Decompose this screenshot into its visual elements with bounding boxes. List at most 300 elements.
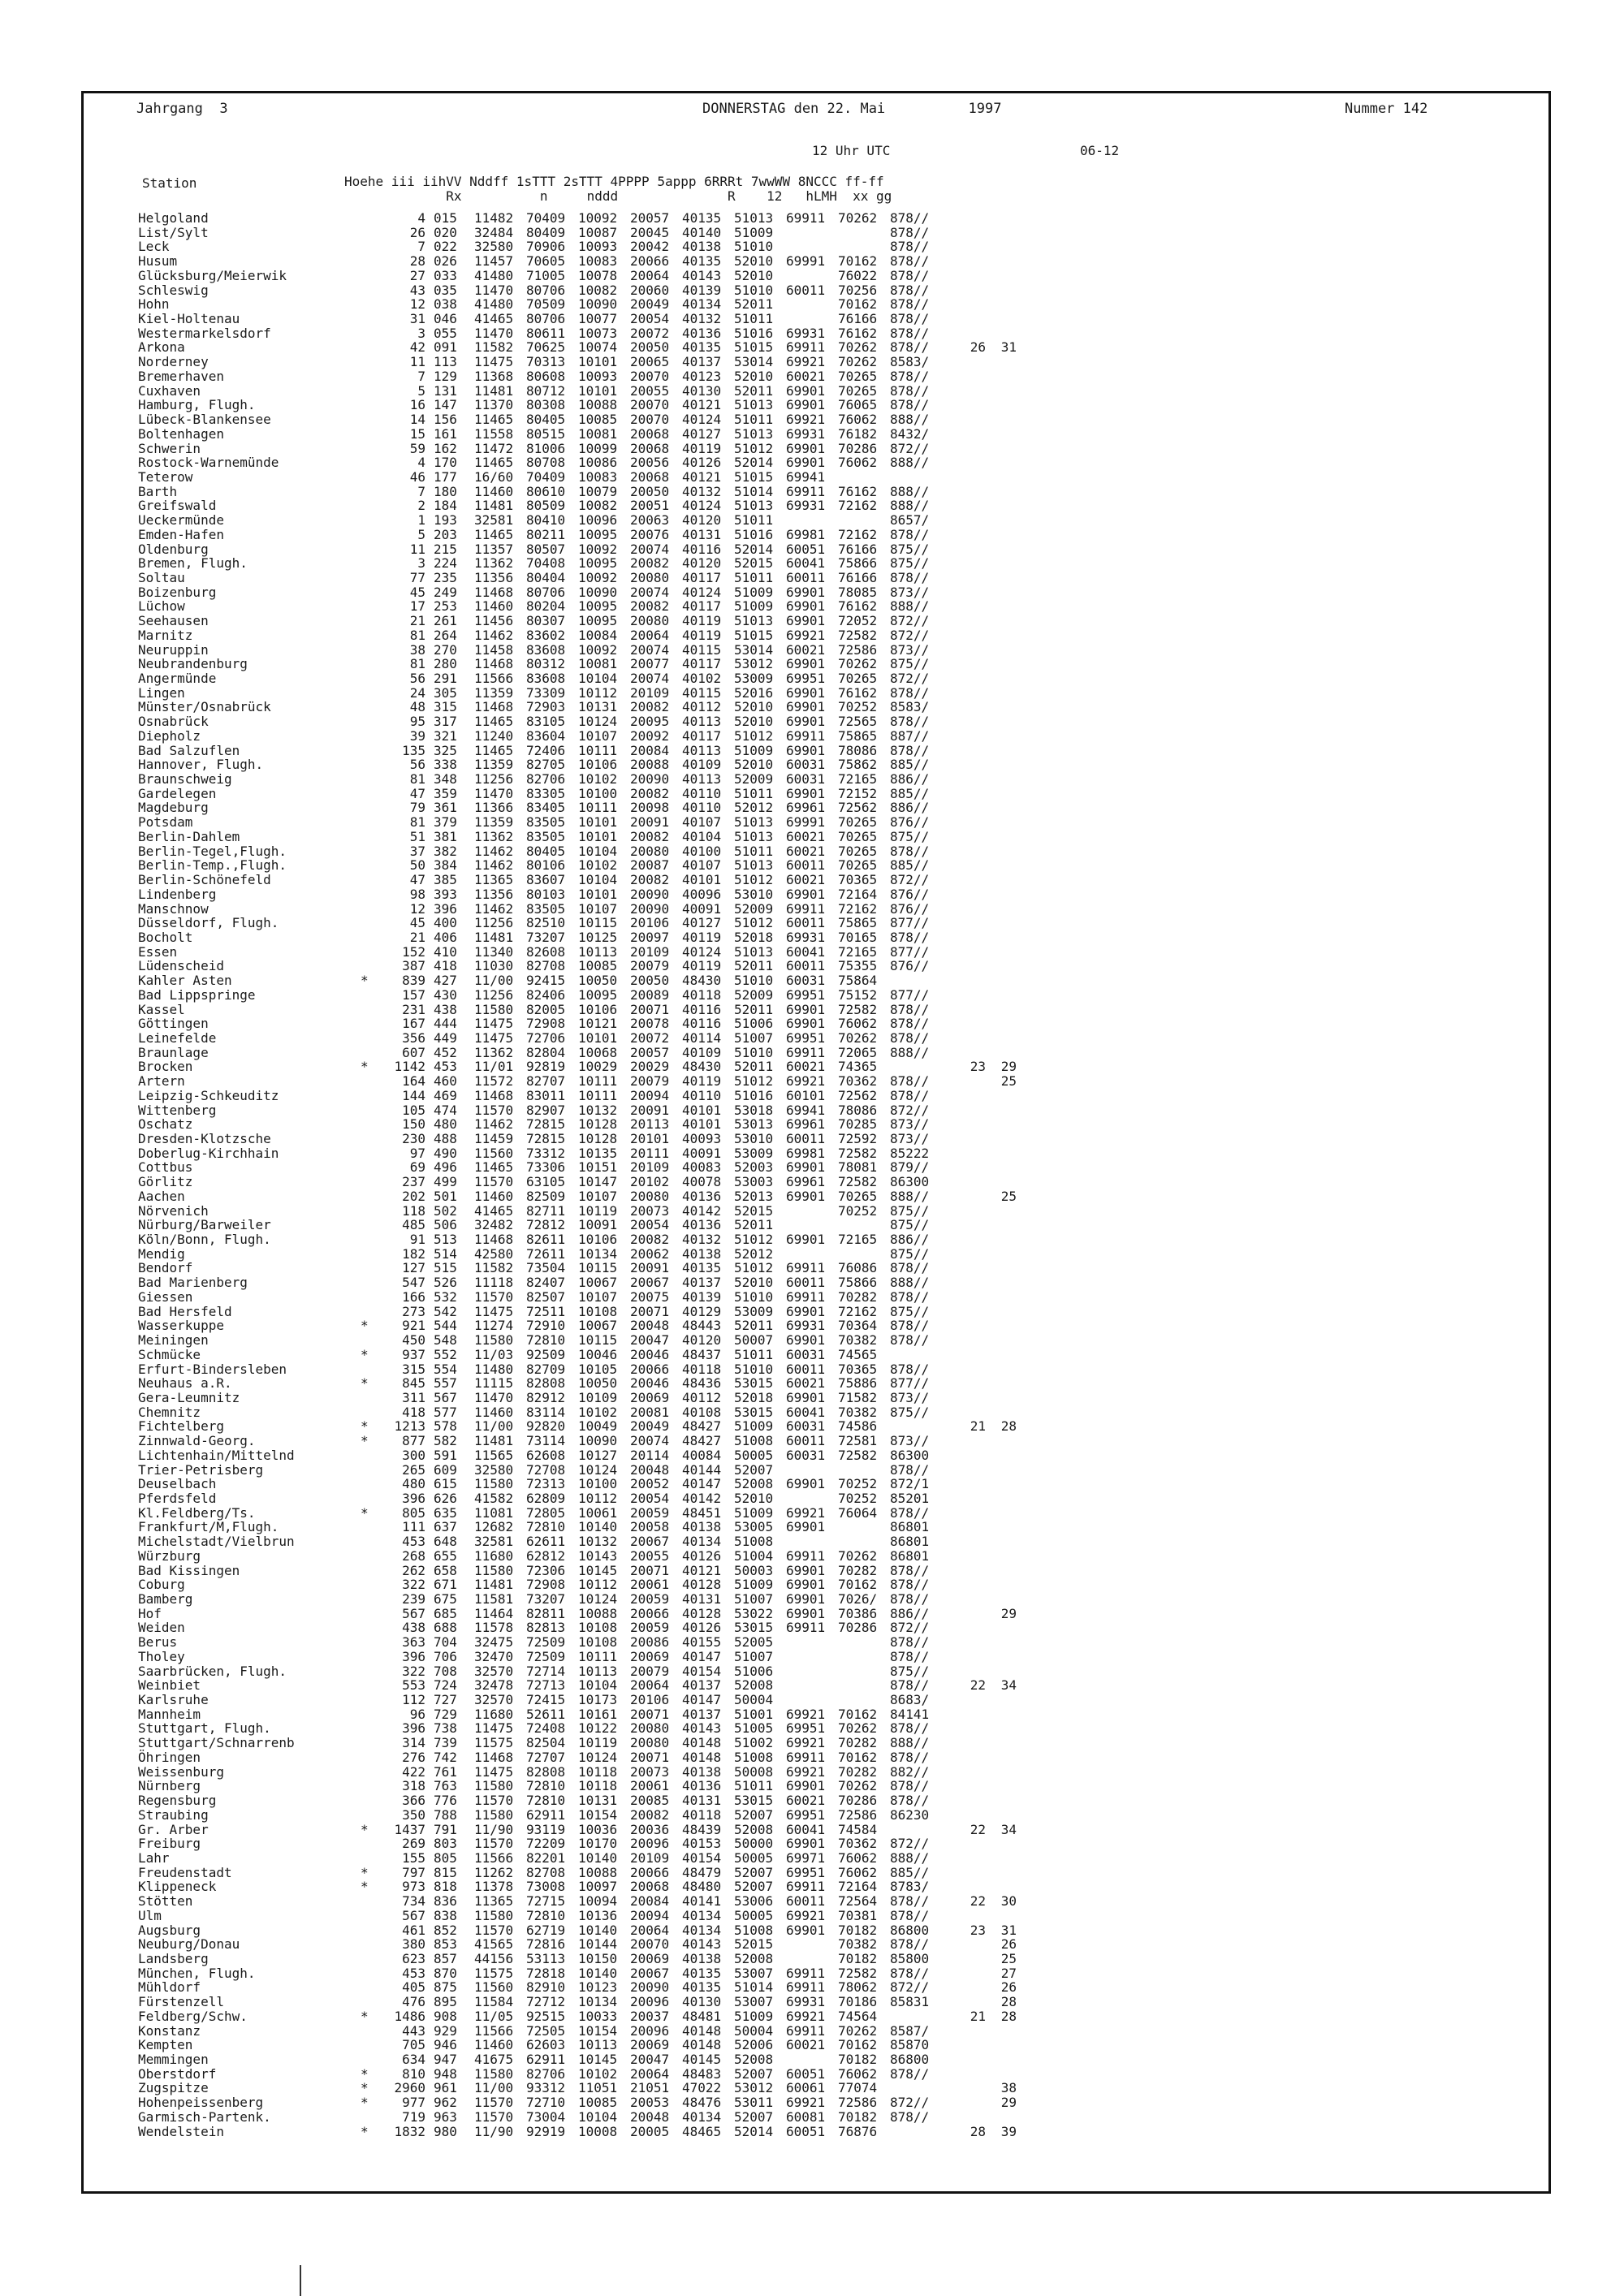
group-4pppp: 40119 (682, 1073, 722, 1090)
station-index: 655 (434, 1547, 457, 1564)
station-index: 444 (434, 1016, 457, 1032)
group-7wwww: 78081 (838, 1159, 878, 1176)
group-iihvv: 11274 (474, 1318, 514, 1334)
group-4pppp: 40112 (682, 1389, 722, 1405)
station-name: Oldenburg (138, 541, 209, 557)
station-index: 469 (434, 1087, 457, 1103)
spacer (466, 1823, 474, 1837)
group-7wwww: 70382 (838, 1936, 878, 1953)
station-name: Cottbus (138, 1159, 193, 1176)
station-name: Hamburg, Flugh. (138, 397, 256, 413)
group-nddff: 82912 (526, 1389, 566, 1405)
spacer (466, 643, 474, 658)
station-index: 113 (434, 354, 457, 370)
height: 380 (402, 1936, 425, 1953)
station-index: 249 (434, 584, 457, 600)
group-nddff: 83405 (526, 800, 566, 816)
station-name: Bendorf (138, 1260, 193, 1276)
group-7wwww (838, 1678, 890, 1693)
group-1sttt: 10140 (578, 1965, 618, 1981)
group-7wwww: 72164 (838, 886, 878, 902)
table-row (138, 1520, 1017, 1534)
spacer (425, 542, 434, 557)
table-row (138, 1664, 1017, 1679)
group-1sttt: 10074 (578, 339, 618, 356)
group-1sttt: 10093 (578, 239, 618, 255)
wind-gg (986, 254, 1017, 269)
group-5appp: 52010 (734, 757, 774, 773)
height: 797 (402, 1864, 425, 1880)
spacer (425, 1261, 434, 1275)
wind-gg (986, 398, 1017, 412)
group-7wwww: 76182 (838, 425, 878, 442)
spacer (425, 2067, 434, 2082)
spacer (466, 973, 474, 988)
group-1sttt: 10088 (578, 1864, 618, 1880)
group-1sttt: 10122 (578, 1720, 618, 1737)
station-name: Bad Lippspringe (138, 986, 256, 1003)
height: 356 (402, 1029, 425, 1046)
station-index: 946 (434, 2037, 457, 2053)
table-row (138, 772, 1017, 787)
station-name: Fichtelberg (138, 1418, 224, 1435)
group-8nccc: 878// (890, 1648, 930, 1664)
group-4pppp: 40120 (682, 555, 722, 572)
station-name: Bamberg (138, 1591, 193, 1607)
group-iihvv: 32482 (474, 1217, 514, 1233)
mountain-marker (361, 355, 377, 369)
group-8nccc: 878// (890, 397, 930, 413)
spacer (466, 226, 474, 240)
wind-ff-xx (942, 1491, 986, 1506)
group-6rrrt: 60051 (786, 2065, 826, 2082)
spacer (466, 1621, 474, 1635)
table-row (138, 1851, 1017, 1866)
group-1sttt: 10036 (578, 1821, 618, 1837)
group-6rrrt: 69901 (786, 1562, 826, 1578)
spacer (466, 528, 474, 542)
wind-gg (986, 1592, 1017, 1607)
height: 810 (402, 2065, 425, 2082)
group-7wwww: 70162 (838, 1577, 878, 1593)
station-index: 253 (434, 598, 457, 615)
wind-gg: 26 (1000, 1936, 1017, 1953)
group-7wwww (838, 226, 890, 240)
group-1sttt: 10151 (578, 1159, 618, 1176)
header-number: Nummer 142 (1345, 101, 1428, 117)
group-nddff: 73004 (526, 2108, 566, 2125)
station-index: 038 (434, 296, 457, 313)
group-5appp: 51010 (734, 1044, 774, 1060)
wind-gg (986, 1534, 1017, 1549)
group-6rrrt: 60021 (786, 872, 826, 888)
group-1sttt: 10136 (578, 1907, 618, 1923)
group-2sttt: 20068 (630, 468, 670, 485)
group-4pppp: 48439 (682, 1821, 722, 1837)
height: 42 (409, 339, 425, 356)
group-7wwww: 72165 (838, 943, 878, 960)
station-name: Ulm (138, 1907, 162, 1923)
group-8nccc: 878// (890, 1907, 930, 1923)
height: 97 (409, 1145, 425, 1161)
height: 81 (409, 656, 425, 672)
group-nddff: 92820 (526, 1418, 566, 1435)
mountain-marker (361, 1664, 377, 1679)
mountain-marker (361, 1564, 377, 1578)
group-5appp: 52009 (734, 900, 774, 917)
station-index: 131 (434, 382, 457, 399)
spacer (466, 2125, 474, 2139)
group-nddff: 82509 (526, 1188, 566, 1204)
group-7wwww: 72162 (838, 1303, 878, 1319)
group-8nccc: 878// (890, 1793, 930, 1809)
group-iihvv: 11462 (474, 1116, 514, 1133)
group-6rrrt: 60021 (786, 2037, 826, 2053)
group-nddff: 92509 (526, 1346, 566, 1362)
height: 3 (417, 555, 425, 572)
spacer (466, 1463, 474, 1478)
group-8nccc: 8783/ (890, 1879, 930, 1895)
height: 96 (409, 1706, 425, 1722)
table-row (138, 1275, 1017, 1290)
spacer (466, 412, 474, 427)
group-5appp: 52010 (734, 714, 774, 730)
group-4pppp: 40101 (682, 1102, 722, 1118)
spacer (466, 1189, 474, 1204)
group-5appp: 50007 (734, 1332, 774, 1349)
group-4pppp: 40118 (682, 1806, 722, 1823)
group-1sttt: 10145 (578, 2052, 618, 2067)
wind-ff-xx (942, 455, 986, 470)
group-1sttt: 10107 (578, 727, 618, 744)
wind-ff-xx (942, 1362, 986, 1377)
group-5appp: 51011 (734, 512, 774, 529)
group-7wwww: 76162 (838, 483, 878, 499)
group-nddff: 80611 (526, 325, 566, 341)
group-4pppp: 40101 (682, 872, 722, 888)
table-row (138, 1103, 1017, 1118)
table-row (138, 326, 1017, 341)
table-row (138, 442, 1017, 456)
station-index: 418 (434, 958, 457, 974)
station-name: Marnitz (138, 627, 193, 643)
group-4pppp: 40118 (682, 986, 722, 1003)
height: 16 (409, 397, 425, 413)
table-row (138, 355, 1017, 369)
spacer (466, 1318, 474, 1333)
table-row (138, 1290, 1017, 1305)
spacer (425, 858, 434, 873)
height: 111 (402, 1519, 425, 1535)
group-5appp: 51009 (734, 598, 774, 615)
mountain-marker (361, 384, 377, 399)
height: 387 (402, 958, 425, 974)
wind-gg (986, 1765, 1017, 1780)
spacer (425, 1966, 434, 1981)
group-nddff: 83305 (526, 785, 566, 801)
group-6rrrt: 69901 (786, 1188, 826, 1204)
group-8nccc: 888// (890, 1849, 930, 1866)
group-iihvv: 11580 (474, 1001, 514, 1017)
wind-ff-xx (942, 513, 986, 528)
height: 877 (402, 1433, 425, 1449)
group-7wwww: 70182 (838, 2108, 878, 2125)
station-index: 291 (434, 671, 457, 686)
wind-gg: 28 (1000, 2008, 1017, 2024)
wind-ff-xx (942, 744, 986, 758)
station-name: Wendelstein (138, 2123, 224, 2139)
group-nddff: 83114 (526, 1404, 566, 1420)
group-2sttt: 20085 (630, 1793, 670, 1809)
height: 59 (409, 440, 425, 456)
group-iihvv: 11580 (474, 1778, 514, 1794)
group-7wwww: 76062 (838, 1864, 878, 1880)
height: 7 (417, 483, 425, 499)
height: 318 (402, 1778, 425, 1794)
group-1sttt: 10087 (578, 224, 618, 240)
mountain-marker (361, 1477, 377, 1491)
group-6rrrt: 69951 (786, 1864, 826, 1880)
group-1sttt: 10101 (578, 886, 618, 902)
height: 322 (402, 1663, 425, 1679)
station-table (138, 211, 1017, 2138)
group-1sttt: 10101 (578, 354, 618, 370)
station-name: Gera-Leumnitz (138, 1389, 240, 1405)
group-5appp: 51012 (734, 872, 774, 888)
mountain-marker: * (361, 1821, 369, 1837)
group-2sttt: 20089 (630, 986, 670, 1003)
wind-gg: 34 (1000, 1821, 1017, 1837)
table-row (138, 412, 1017, 427)
group-7wwww: 70262 (838, 1720, 878, 1737)
group-7wwww: 74564 (838, 2008, 878, 2024)
group-7wwww: 70262 (838, 1778, 878, 1794)
spacer (466, 714, 474, 729)
spacer (425, 384, 434, 399)
station-index: 147 (434, 397, 457, 413)
mountain-marker (361, 1707, 377, 1722)
station-index: 046 (434, 311, 457, 327)
station-name: Hof (138, 1605, 162, 1621)
spacer (466, 297, 474, 312)
group-nddff: 82804 (526, 1044, 566, 1060)
group-7wwww: 70256 (838, 282, 878, 298)
group-nddff: 82707 (526, 1073, 566, 1090)
station-index: 724 (434, 1677, 457, 1694)
spacer (466, 2052, 474, 2067)
mountain-marker (361, 340, 377, 355)
group-8nccc (890, 2081, 942, 2095)
station-index: 948 (434, 2065, 457, 2082)
table-row (138, 2038, 1017, 2052)
wind-gg: 25 (1000, 1188, 1017, 1204)
group-7wwww: 76166 (838, 311, 878, 327)
spacer (425, 916, 434, 930)
station-name: Essen (138, 943, 178, 960)
station-index: 026 (434, 253, 457, 270)
mountain-marker (361, 1779, 377, 1793)
group-1sttt: 10096 (578, 512, 618, 529)
station-index: 396 (434, 900, 457, 917)
spacer (466, 283, 474, 298)
group-nddff: 82706 (526, 2065, 566, 2082)
station-name: Lichtenhain/Mittelnd (138, 1447, 295, 1463)
group-6rrrt: 69991 (786, 814, 826, 831)
group-2sttt: 20101 (630, 1131, 670, 1146)
group-6rrrt: 60011 (786, 569, 826, 585)
group-iihvv: 11460 (474, 2037, 514, 2053)
station-index: 382 (434, 843, 457, 859)
spacer (425, 283, 434, 298)
group-1sttt: 10128 (578, 1131, 618, 1146)
mountain-marker (361, 1275, 377, 1290)
wind-ff-xx (942, 1117, 986, 1132)
group-2sttt: 20080 (630, 569, 670, 585)
group-6rrrt: 69941 (786, 1102, 826, 1118)
spacer (425, 729, 434, 744)
group-7wwww: 72165 (838, 1232, 878, 1248)
station-index: 452 (434, 1044, 457, 1060)
height: 396 (402, 1490, 425, 1506)
group-7wwww: 72162 (838, 526, 878, 542)
station-name: Kassel (138, 1001, 185, 1017)
table-row (138, 1074, 1017, 1089)
spacer (466, 1506, 474, 1521)
spacer (425, 1419, 434, 1434)
mountain-marker (361, 1980, 377, 1995)
mountain-marker (361, 1952, 377, 1966)
group-5appp: 51012 (734, 1073, 774, 1090)
table-row (138, 1318, 1017, 1333)
wind-gg (986, 1564, 1017, 1578)
group-5appp: 51011 (734, 1778, 774, 1794)
table-row (138, 1678, 1017, 1693)
group-5appp: 51013 (734, 613, 774, 629)
table-row (138, 1592, 1017, 1607)
group-6rrrt: 69971 (786, 1849, 826, 1866)
group-iihvv: 11256 (474, 986, 514, 1003)
group-8nccc: 8583/ (890, 699, 930, 715)
wind-ff-xx (942, 2110, 986, 2125)
group-7wwww: 76162 (838, 325, 878, 341)
table-row (138, 2081, 1017, 2095)
table-row (138, 1894, 1017, 1909)
group-4pppp: 40126 (682, 455, 722, 471)
station-index: 929 (434, 2022, 457, 2039)
wind-gg (986, 1635, 1017, 1650)
station-index: 738 (434, 1720, 457, 1737)
group-iihvv: 11570 (474, 1922, 514, 1938)
group-iihvv: 11565 (474, 1447, 514, 1463)
mountain-marker (361, 729, 377, 744)
group-1sttt: 10033 (578, 2008, 618, 2024)
station-index: 815 (434, 1864, 457, 1880)
group-1sttt: 10049 (578, 1418, 618, 1435)
group-4pppp: 40121 (682, 468, 722, 485)
wind-ff-xx (942, 312, 986, 326)
group-8nccc (890, 973, 942, 988)
mountain-marker (361, 1966, 377, 1981)
wind-ff-xx (942, 1549, 986, 1564)
station-name: Trier-Petrisberg (138, 1461, 264, 1478)
spacer (425, 470, 434, 485)
spacer (425, 1650, 434, 1664)
wind-gg (986, 528, 1017, 542)
table-row (138, 2125, 1017, 2139)
group-2sttt: 20065 (630, 354, 670, 370)
spacer (466, 2024, 474, 2039)
spacer (425, 585, 434, 600)
height: 350 (402, 1806, 425, 1823)
spacer (466, 1261, 474, 1275)
station-index: 526 (434, 1275, 457, 1291)
group-6rrrt: 60011 (786, 1275, 826, 1291)
group-7wwww (838, 1520, 890, 1534)
group-6rrrt: 69901 (786, 1232, 826, 1248)
station-index: 626 (434, 1490, 457, 1506)
wind-gg (986, 873, 1017, 887)
wind-ff-xx (942, 1204, 986, 1219)
wind-ff-xx (942, 1405, 986, 1420)
group-iihvv: 11030 (474, 958, 514, 974)
group-8nccc: 878// (890, 1720, 930, 1737)
group-4pppp: 48436 (682, 1375, 722, 1392)
station-name: Brocken (138, 1059, 193, 1075)
spacer (425, 269, 434, 283)
group-5appp: 51011 (734, 569, 774, 585)
spacer (425, 1736, 434, 1750)
group-4pppp: 40135 (682, 1965, 722, 1981)
group-iihvv: 11580 (474, 1332, 514, 1349)
wind-gg (986, 757, 1017, 772)
group-5appp: 51007 (734, 1591, 774, 1607)
group-2sttt: 20096 (630, 1994, 670, 2010)
wind-gg (986, 2024, 1017, 2039)
group-5appp: 52007 (734, 2065, 774, 2082)
group-2sttt: 20052 (630, 1476, 670, 1492)
station-name: Hannover, Flugh. (138, 757, 264, 773)
group-5appp: 53007 (734, 1994, 774, 2010)
height: 135 (402, 742, 425, 758)
group-1sttt: 10095 (578, 526, 618, 542)
group-8nccc: 878// (890, 1965, 930, 1981)
height: 623 (402, 1950, 425, 1966)
station-name: Zugspitze (138, 2080, 209, 2096)
group-8nccc: 878// (890, 1016, 930, 1032)
wind-ff-xx (942, 1146, 986, 1161)
spacer (425, 1016, 434, 1031)
group-5appp: 51008 (734, 1433, 774, 1449)
mountain-marker (361, 297, 377, 312)
station-name: Erfurt-Bindersleben (138, 1361, 287, 1377)
spacer (466, 1103, 474, 1118)
spacer (425, 1132, 434, 1146)
spacer (466, 1836, 474, 1851)
group-8nccc: 878// (890, 1677, 930, 1694)
group-1sttt: 10118 (578, 1778, 618, 1794)
group-iihvv: 41675 (474, 2052, 514, 2067)
table-row (138, 1980, 1017, 1995)
station-name: Feldberg/Schw. (138, 2008, 248, 2024)
mountain-marker: * (361, 1318, 369, 1334)
height: 977 (402, 2095, 425, 2111)
group-8nccc: 875// (890, 1663, 930, 1679)
height: 1486 (394, 2008, 425, 2024)
wind-ff-xx (942, 571, 986, 585)
group-4pppp: 40124 (682, 584, 722, 600)
station-name: Manschnow (138, 900, 209, 917)
mountain-marker (361, 902, 377, 917)
